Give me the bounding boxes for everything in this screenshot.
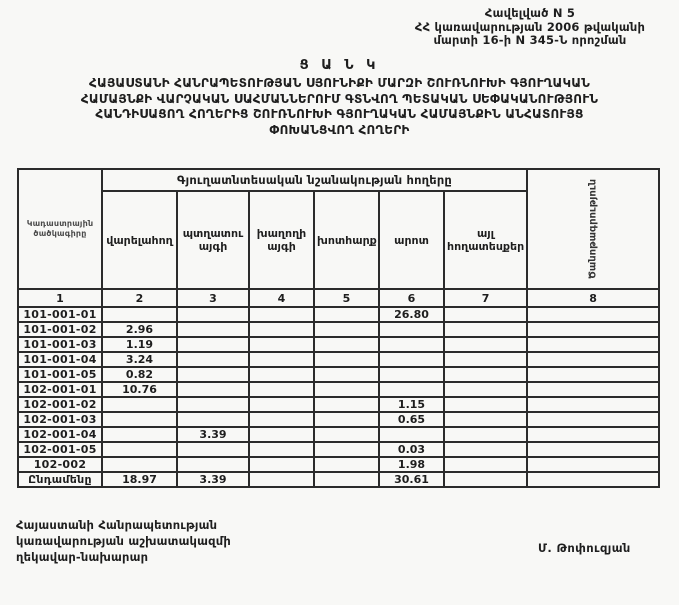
- value-cell: 2.96: [102, 322, 177, 337]
- column-number-cell: 6: [379, 289, 444, 307]
- cadastral-code-cell: 102-001-01: [18, 382, 102, 397]
- value-cell: [249, 397, 314, 412]
- value-cell: [314, 352, 379, 367]
- value-cell: [379, 322, 444, 337]
- column-number-row: [18, 289, 659, 307]
- value-cell: [379, 427, 444, 442]
- value-cell: [314, 367, 379, 382]
- appendix-line: Հավելված N 5: [484, 6, 576, 20]
- value-cell: 1.15: [379, 397, 444, 412]
- footer-line: Հայաստանի Հանրապետության: [16, 518, 218, 532]
- cadastral-code-cell: 101-001-02: [18, 322, 102, 337]
- value-cell: [102, 427, 177, 442]
- value-cell: [444, 322, 527, 337]
- cadastral-code-cell: 101-001-03: [18, 337, 102, 352]
- document-title-block: [0, 58, 679, 138]
- value-cell: [102, 442, 177, 457]
- value-cell: [177, 367, 249, 382]
- value-cell: [314, 442, 379, 457]
- value-cell: [314, 427, 379, 442]
- column-number-cell: 8: [527, 289, 659, 307]
- value-cell: [102, 307, 177, 322]
- value-cell: 30.61: [379, 472, 444, 487]
- value-cell: [527, 442, 659, 457]
- title-line: ՀԱՅԱՍՏԱՆԻ ՀԱՆՐԱՊԵՏՈՒԹՅԱՆ ՍՅՈՒՆԻՔԻ ՄԱՐԶԻ ՇՈՒՌՆՈՒԽԻ ԳՅՈՒՂԱԿԱՆ: [88, 76, 590, 90]
- value-cell: [527, 322, 659, 337]
- value-cell: 3.39: [177, 472, 249, 487]
- table-row: [18, 367, 659, 382]
- table-total-row: [18, 472, 659, 487]
- footer-line: ղեկավար-նախարար: [16, 550, 149, 564]
- value-cell: [314, 337, 379, 352]
- column-header-hayfield: խոտհարք: [314, 191, 379, 289]
- value-cell: [249, 442, 314, 457]
- document-title-heading: Ց Ա Ն Կ: [299, 58, 380, 73]
- column-number-cell: 2: [102, 289, 177, 307]
- value-cell: [249, 427, 314, 442]
- value-cell: [249, 382, 314, 397]
- title-line: ՓՈԽԱՆՑՎՈՂ ՀՈՂԵՐԻ: [269, 122, 410, 137]
- value-cell: [249, 472, 314, 487]
- value-cell: [314, 307, 379, 322]
- value-cell: [249, 412, 314, 427]
- column-header-other-lands: այլ հողատեսքեր: [444, 191, 527, 289]
- value-cell: 0.65: [379, 412, 444, 427]
- value-cell: [444, 412, 527, 427]
- value-cell: [249, 367, 314, 382]
- value-cell: 0.03: [379, 442, 444, 457]
- value-cell: [379, 382, 444, 397]
- value-cell: [444, 367, 527, 382]
- value-cell: [444, 427, 527, 442]
- column-number-cell: 7: [444, 289, 527, 307]
- remark-header-vertical-label: Ծանոթագրություն: [587, 178, 599, 280]
- cadastral-code-cell: 102-001-03: [18, 412, 102, 427]
- value-cell: [249, 322, 314, 337]
- value-cell: [314, 472, 379, 487]
- column-number-cell: 5: [314, 289, 379, 307]
- value-cell: [444, 382, 527, 397]
- value-cell: [314, 457, 379, 472]
- land-transfer-table: [17, 168, 660, 488]
- value-cell: [314, 382, 379, 397]
- value-cell: [249, 352, 314, 367]
- value-cell: [527, 397, 659, 412]
- value-cell: 10.76: [102, 382, 177, 397]
- value-cell: [102, 457, 177, 472]
- value-cell: [527, 382, 659, 397]
- value-cell: 0.82: [102, 367, 177, 382]
- column-header-cadastral-code: Կադաստրային ծածկագիրը: [18, 169, 102, 289]
- column-header-arable: վարելահող: [102, 191, 177, 289]
- value-cell: [444, 457, 527, 472]
- table-row: [18, 352, 659, 367]
- value-cell: [444, 337, 527, 352]
- value-cell: [527, 427, 659, 442]
- footer-signatory-block: [16, 517, 231, 565]
- column-number-cell: 3: [177, 289, 249, 307]
- value-cell: 3.39: [177, 427, 249, 442]
- column-header-vineyard: խաղողի այգի: [249, 191, 314, 289]
- value-cell: [379, 367, 444, 382]
- column-header-pasture: արոտ: [379, 191, 444, 289]
- column-header-orchard: պտղատու այգի: [177, 191, 249, 289]
- value-cell: [527, 307, 659, 322]
- value-cell: [444, 397, 527, 412]
- value-cell: [444, 472, 527, 487]
- column-number-cell: 4: [249, 289, 314, 307]
- value-cell: [314, 397, 379, 412]
- value-cell: [177, 397, 249, 412]
- value-cell: [444, 352, 527, 367]
- value-cell: 1.19: [102, 337, 177, 352]
- value-cell: [177, 457, 249, 472]
- table-row: [18, 307, 659, 322]
- cadastral-code-cell: Ընդամենը: [18, 472, 102, 487]
- cadastral-code-cell: 102-001-02: [18, 397, 102, 412]
- table-row: [18, 442, 659, 457]
- value-cell: [527, 352, 659, 367]
- value-cell: [177, 337, 249, 352]
- column-group-header-agricultural: Գյուղատնտեսական նշանակության հողերը: [102, 169, 527, 191]
- cadastral-code-cell: 101-001-01: [18, 307, 102, 322]
- footer-line: կառավարության աշխատակազմի: [16, 534, 231, 548]
- appendix-reference: [395, 7, 665, 48]
- value-cell: [177, 352, 249, 367]
- cadastral-code-cell: 101-001-05: [18, 367, 102, 382]
- cadastral-code-cell: 102-001-04: [18, 427, 102, 442]
- value-cell: [249, 457, 314, 472]
- value-cell: [102, 412, 177, 427]
- value-cell: 18.97: [102, 472, 177, 487]
- table-row: [18, 337, 659, 352]
- value-cell: 1.98: [379, 457, 444, 472]
- value-cell: [444, 307, 527, 322]
- value-cell: [527, 412, 659, 427]
- value-cell: [177, 307, 249, 322]
- value-cell: [379, 352, 444, 367]
- appendix-line: մարտի 16-ի N 345-Ն որոշման: [433, 33, 627, 47]
- value-cell: [314, 322, 379, 337]
- table-row: [18, 322, 659, 337]
- table-row: [18, 412, 659, 427]
- value-cell: [314, 412, 379, 427]
- value-cell: [177, 322, 249, 337]
- value-cell: [527, 457, 659, 472]
- value-cell: [379, 337, 444, 352]
- table-body: [18, 307, 659, 487]
- value-cell: [249, 337, 314, 352]
- column-number-cell: 1: [18, 289, 102, 307]
- appendix-line: ՀՀ կառավարության 2006 թվականի: [414, 19, 646, 34]
- value-cell: [527, 337, 659, 352]
- value-cell: [177, 442, 249, 457]
- title-line: ՀԱՆԴԻՍԱՑՈՂ ՀՈՂԵՐԻՑ ՇՈՒՌՆՈՒԽԻ ԳՅՈՒՂԱԿԱՆ ՀԱՄԱՅՆՔԻՆ ԱՆՀԱՏՈՒՅՑ: [95, 107, 584, 121]
- cadastral-code-cell: 101-001-04: [18, 352, 102, 367]
- value-cell: 26.80: [379, 307, 444, 322]
- table-row: [18, 457, 659, 472]
- table-row: [18, 427, 659, 442]
- title-line: ՀԱՄԱՅՆՔԻ ՎԱՐՉԱԿԱՆ ՍԱՀՄԱՆՆԵՐՈՒՄ ԳՏՆՎՈՂ ՊԵՏԱԿԱՆ ՍԵՓԱԿԱՆՈՒԹՅՈՒՆ: [80, 91, 599, 106]
- value-cell: 3.24: [102, 352, 177, 367]
- signature-name: Մ. Թոփուզյան: [538, 541, 631, 555]
- value-cell: [527, 367, 659, 382]
- value-cell: [177, 412, 249, 427]
- value-cell: [444, 442, 527, 457]
- cadastral-code-cell: 102-001-05: [18, 442, 102, 457]
- value-cell: [102, 397, 177, 412]
- column-header-remark: [527, 169, 659, 289]
- table-row: [18, 397, 659, 412]
- value-cell: [527, 472, 659, 487]
- value-cell: [177, 382, 249, 397]
- cadastral-code-cell: 102-002: [18, 457, 102, 472]
- table-row: [18, 382, 659, 397]
- value-cell: [249, 307, 314, 322]
